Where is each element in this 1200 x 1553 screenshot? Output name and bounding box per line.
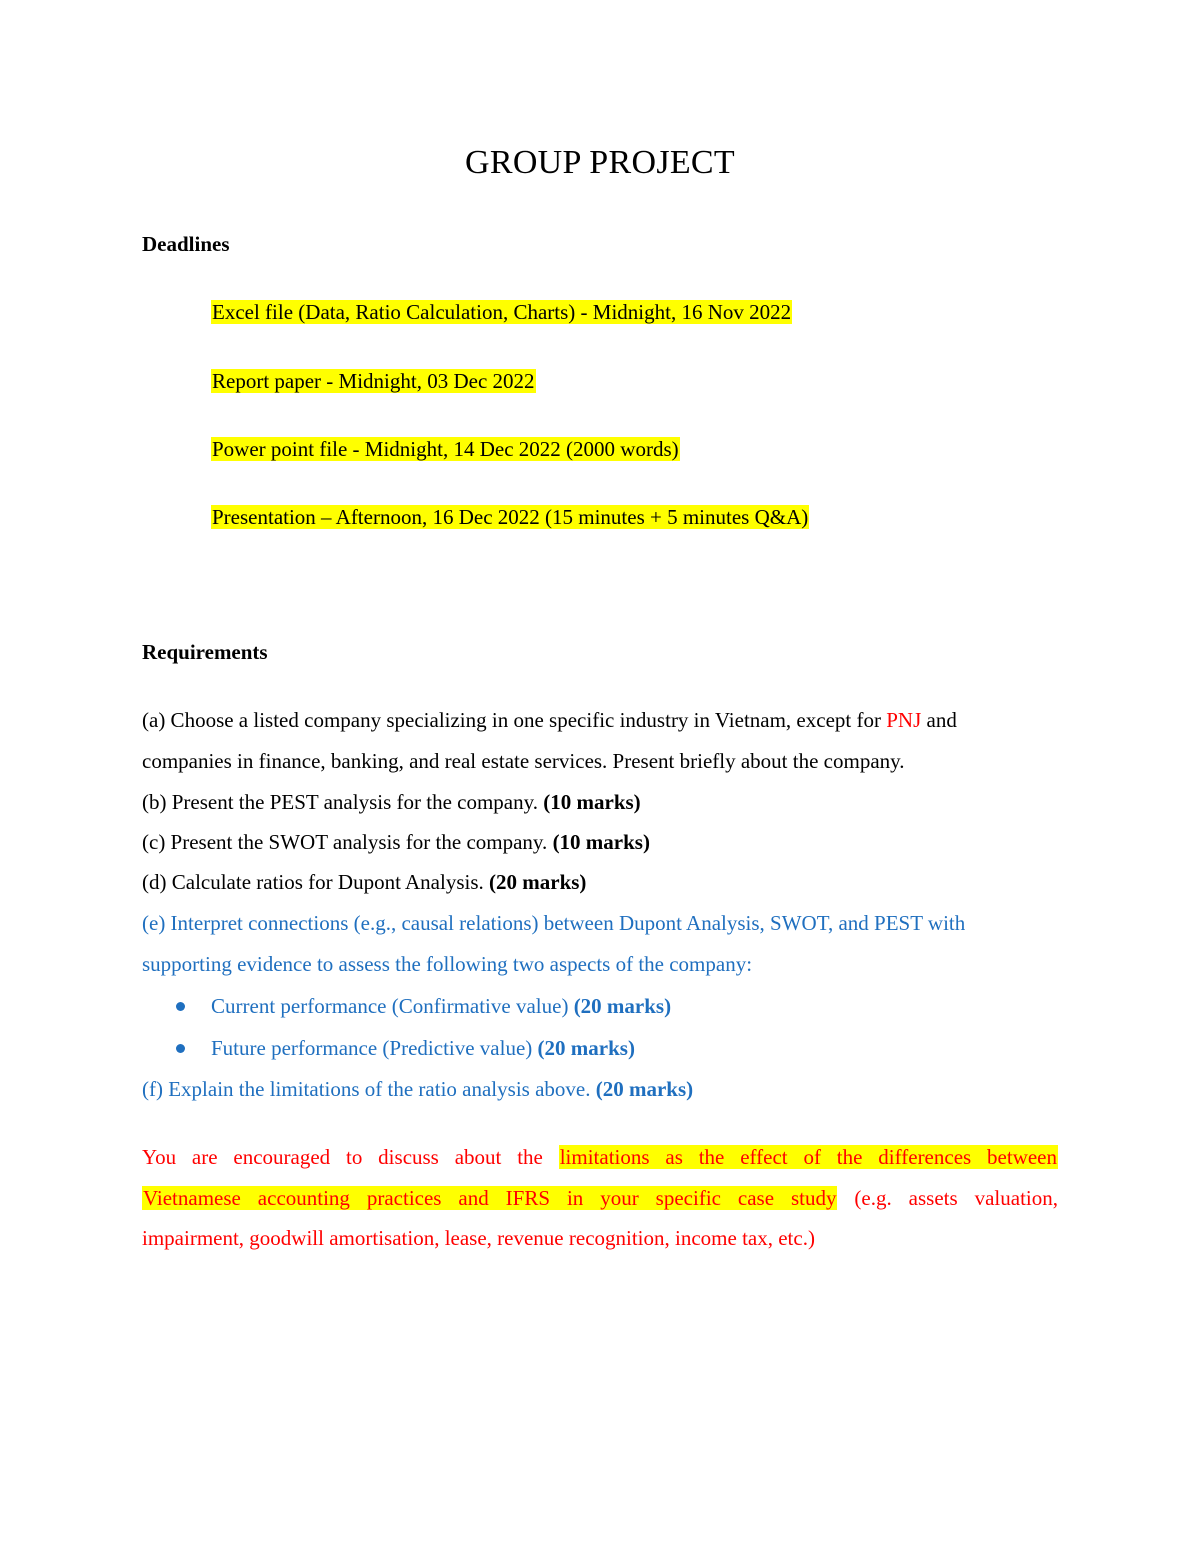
- requirements-heading: Requirements: [142, 640, 268, 664]
- deadline-excel: Excel file (Data, Ratio Calculation, Charts) - Midnight, 16 Nov 2022: [212, 300, 792, 324]
- deadline-item: [211, 300, 792, 324]
- requirement-e-line1: (e) Interpret connections (e.g., causal relations) between Dupont Analysis, SWOT, and PEST with: [142, 911, 966, 935]
- deadline-item: [211, 369, 536, 393]
- requirement-e-bullet: [211, 994, 671, 1018]
- requirement-b-text: (b) Present the PEST analysis for the company.: [142, 790, 544, 814]
- requirement-a-line2: companies in finance, banking, and real estate services. Present briefly about the company.: [142, 749, 905, 773]
- requirement-b: [142, 790, 641, 814]
- page-title: GROUP PROJECT: [465, 144, 735, 181]
- requirement-b-marks: (10 marks): [543, 790, 641, 814]
- bullet-icon: [176, 1044, 185, 1053]
- requirement-a-text: (a) Choose a listed company specializing in one specific industry in Vietnam, except for: [142, 708, 887, 732]
- requirement-c-text: (c) Present the SWOT analysis for the company.: [142, 830, 553, 854]
- note-line1-plain: You are encouraged to discuss about the: [142, 1145, 559, 1169]
- requirement-c: [142, 830, 650, 854]
- deadline-item: [211, 505, 809, 529]
- bullet-future-text: Future performance (Predictive value): [211, 1036, 538, 1060]
- deadline-powerpoint: Power point file - Midnight, 14 Dec 2022 (2000 words): [212, 437, 679, 461]
- note-line1-highlight: limitations as the effect of the differences between: [559, 1145, 1057, 1169]
- requirement-a-tail: and: [921, 708, 957, 732]
- note-line2-plain: (e.g. assets valuation,: [837, 1186, 1058, 1210]
- requirement-d-text: (d) Calculate ratios for Dupont Analysis.: [142, 870, 490, 894]
- note-line1: [142, 1145, 1058, 1169]
- note-line2-highlight: Vietnamese accounting practices and IFRS in your specific case study: [143, 1186, 837, 1210]
- requirement-f: [142, 1077, 693, 1101]
- pnj-highlight: PNJ: [886, 708, 922, 732]
- note-line3: impairment, goodwill amortisation, lease, revenue recognition, income tax, etc.): [142, 1226, 815, 1250]
- requirement-a-line1: [142, 708, 957, 732]
- requirement-e-bullet: [211, 1036, 635, 1060]
- requirement-f-text: (f) Explain the limitations of the ratio analysis above.: [142, 1077, 596, 1101]
- requirement-e-line2: supporting evidence to assess the following two aspects of the company:: [142, 952, 753, 976]
- requirement-f-marks: (20 marks): [595, 1077, 694, 1101]
- deadline-report: Report paper - Midnight, 03 Dec 2022: [212, 369, 535, 393]
- deadline-presentation: Presentation – Afternoon, 16 Dec 2022 (15 minutes + 5 minutes Q&A): [212, 505, 809, 529]
- note-line2: [142, 1186, 1058, 1210]
- bullet-current-marks: (20 marks): [573, 994, 672, 1018]
- bullet-icon: [176, 1002, 185, 1011]
- deadlines-heading: Deadlines: [142, 232, 230, 256]
- bullet-future-marks: (20 marks): [537, 1036, 635, 1060]
- deadline-item: [211, 437, 680, 461]
- requirement-c-marks: (10 marks): [552, 830, 650, 854]
- requirement-d-marks: (20 marks): [489, 870, 587, 894]
- requirement-d: [142, 870, 586, 894]
- bullet-current-text: Current performance (Confirmative value): [211, 994, 574, 1018]
